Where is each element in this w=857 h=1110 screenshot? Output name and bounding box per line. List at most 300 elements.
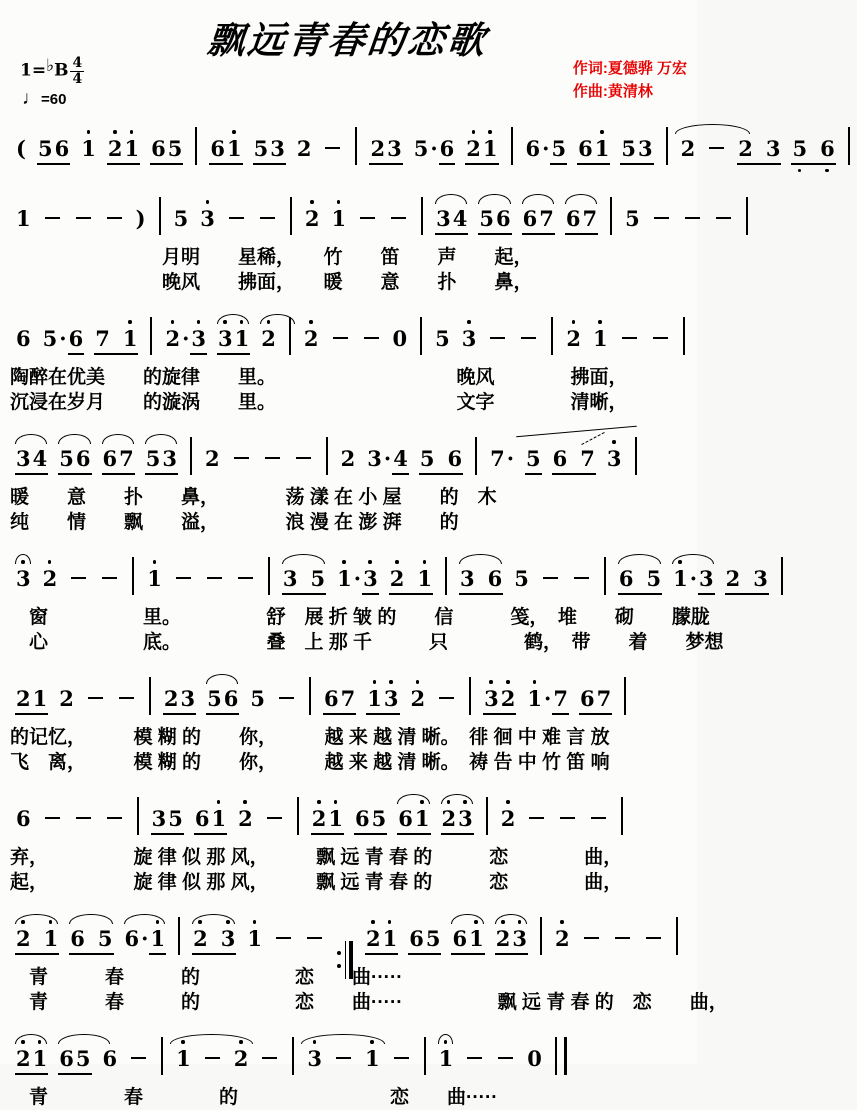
slur-arc bbox=[15, 434, 47, 444]
note bbox=[94, 326, 138, 355]
duration-dash bbox=[646, 937, 661, 939]
note bbox=[410, 686, 427, 711]
barline bbox=[604, 557, 606, 595]
note bbox=[526, 686, 569, 715]
note bbox=[330, 206, 347, 231]
key-label: 1= bbox=[20, 60, 47, 81]
note-char: 1 bbox=[211, 806, 227, 831]
note-char: 6 bbox=[618, 566, 634, 591]
note-char: 6 bbox=[409, 926, 424, 951]
slur-arc bbox=[435, 194, 467, 204]
slur-arc bbox=[675, 124, 751, 134]
note-char: 3 bbox=[162, 446, 177, 471]
note-char: 5 bbox=[479, 206, 494, 231]
duration-dash bbox=[238, 577, 253, 579]
note-char: 1 bbox=[43, 926, 59, 951]
note bbox=[397, 806, 430, 835]
note-char: · bbox=[544, 686, 552, 711]
note bbox=[175, 1046, 192, 1071]
note-char: 2 bbox=[238, 806, 253, 831]
barline bbox=[424, 1037, 426, 1075]
note-char: 5 bbox=[646, 566, 662, 591]
duration-dash bbox=[498, 1057, 513, 1059]
note-char bbox=[634, 566, 645, 591]
duration-dash bbox=[119, 697, 134, 699]
note-char: 2 bbox=[16, 926, 31, 951]
duration-dash bbox=[654, 217, 669, 219]
note-char bbox=[405, 566, 416, 591]
note-char: 2 bbox=[466, 136, 481, 161]
note-char: 5 bbox=[371, 806, 387, 831]
note bbox=[237, 806, 254, 831]
note bbox=[461, 326, 478, 351]
barline bbox=[355, 127, 357, 165]
barline bbox=[309, 677, 311, 715]
lyrics-line: 青 春 的 恋 曲····· bbox=[10, 1087, 498, 1108]
note-char: 1 bbox=[149, 926, 166, 955]
barline bbox=[445, 557, 447, 595]
note bbox=[192, 926, 236, 955]
notation-line bbox=[4, 1022, 693, 1085]
note-group bbox=[170, 1046, 254, 1071]
note-char: · bbox=[141, 926, 149, 951]
note-char: 1 bbox=[417, 566, 432, 591]
note bbox=[408, 926, 441, 955]
note-char: 2 bbox=[311, 806, 327, 831]
duration-dash bbox=[267, 817, 282, 819]
lyrics-line: 沉浸在岁月 的漩涡 里。 文字 清晰， bbox=[10, 392, 628, 413]
note-char: 5 bbox=[207, 686, 222, 711]
duration-dash bbox=[131, 1057, 146, 1059]
note bbox=[124, 926, 167, 955]
lyrics-line: 青 春 的 恋 曲····· bbox=[10, 967, 403, 988]
note bbox=[680, 136, 697, 161]
slur-arc bbox=[15, 1034, 47, 1044]
lyricist-credit: 作词:夏德骅 万宏 bbox=[572, 60, 687, 77]
note-char: 3 bbox=[367, 446, 382, 471]
note-char: ) bbox=[135, 206, 146, 231]
note bbox=[253, 136, 286, 165]
note-group bbox=[520, 446, 601, 475]
barline bbox=[666, 127, 668, 165]
note-char: 6 bbox=[820, 136, 835, 161]
barline bbox=[195, 127, 197, 165]
note bbox=[151, 806, 184, 835]
lyrics-line: 青 春 的 恋 曲····· 飘 远 青 春 的 恋 曲， bbox=[10, 992, 728, 1013]
note bbox=[618, 566, 662, 595]
key-letter: B bbox=[54, 60, 69, 81]
note-char: 5 bbox=[145, 446, 161, 471]
notation-line bbox=[4, 782, 693, 845]
duration-dash bbox=[333, 337, 348, 339]
note bbox=[15, 806, 32, 831]
slur-arc bbox=[170, 1034, 253, 1044]
note bbox=[389, 566, 433, 595]
note bbox=[451, 926, 484, 955]
note bbox=[465, 136, 498, 165]
note-char: 2 bbox=[554, 926, 570, 951]
note-char: 3 bbox=[436, 206, 451, 231]
score-body bbox=[0, 112, 835, 1110]
note bbox=[15, 206, 32, 231]
note bbox=[233, 1046, 250, 1071]
note bbox=[107, 136, 140, 165]
note-char: 4 bbox=[32, 446, 48, 471]
barline bbox=[421, 197, 423, 235]
note-char: 2 bbox=[107, 136, 123, 161]
note bbox=[303, 326, 320, 351]
note-char: 1 bbox=[438, 1046, 454, 1071]
note-char: 1 bbox=[16, 206, 31, 231]
barline bbox=[190, 437, 192, 475]
duration-dash bbox=[265, 457, 280, 459]
note bbox=[164, 326, 207, 355]
barline bbox=[292, 1037, 294, 1075]
note bbox=[577, 136, 610, 165]
slur-arc bbox=[397, 794, 429, 804]
note-char: 3 bbox=[753, 566, 768, 591]
barline bbox=[683, 317, 685, 355]
note bbox=[15, 926, 59, 955]
lyrics-line: 飞 离， 模 糊 的 你， 越 来 越 清 晰。 祷 告 中 竹 笛 响 bbox=[10, 752, 610, 773]
duration-dash bbox=[276, 937, 291, 939]
notation-line bbox=[4, 112, 835, 175]
note-char: 5 bbox=[75, 1046, 91, 1071]
duration-dash bbox=[336, 1057, 351, 1059]
note-char bbox=[568, 446, 579, 471]
note-char: 6 bbox=[495, 206, 511, 231]
note-char: 3 bbox=[362, 566, 379, 595]
note-char: 5 bbox=[37, 136, 53, 161]
lyrics-line: 的记忆， 模 糊 的 你， 越 来 越 清 晰。 徘 徊 中 难 言 放 bbox=[10, 727, 610, 748]
note-char: 1 bbox=[331, 206, 347, 231]
note bbox=[249, 686, 266, 711]
barline bbox=[178, 917, 180, 955]
note-char: 3 bbox=[16, 566, 31, 591]
system-1 bbox=[4, 112, 835, 175]
note-char: 3 bbox=[484, 686, 499, 711]
note-char: 6 bbox=[578, 136, 593, 161]
barline bbox=[290, 197, 292, 235]
note bbox=[246, 926, 263, 951]
note-char: 6 bbox=[439, 136, 456, 165]
barline bbox=[676, 917, 678, 955]
system-2 bbox=[4, 182, 693, 295]
note bbox=[15, 136, 27, 161]
duration-dash bbox=[716, 217, 731, 219]
barline bbox=[746, 197, 748, 235]
notation-line bbox=[4, 182, 693, 245]
note-char: 5 bbox=[168, 806, 183, 831]
slur-arc bbox=[102, 434, 134, 444]
note bbox=[419, 446, 463, 475]
note-char: 3 bbox=[220, 926, 236, 951]
barline bbox=[848, 127, 850, 165]
note-char: 7 bbox=[539, 206, 554, 231]
slur-arc bbox=[58, 1034, 109, 1044]
system-7 bbox=[4, 782, 693, 895]
slur-arc bbox=[441, 794, 473, 804]
note bbox=[495, 926, 528, 955]
note-char: 5 bbox=[167, 136, 183, 161]
note-char: 5 bbox=[526, 446, 541, 471]
slur-arc bbox=[69, 914, 112, 924]
note-char: 5 bbox=[625, 206, 640, 231]
barline bbox=[486, 797, 488, 835]
note bbox=[392, 326, 409, 351]
note-char: 6 bbox=[398, 806, 413, 831]
duration-dash bbox=[591, 817, 606, 819]
duration-dash bbox=[490, 337, 505, 339]
notation-line bbox=[4, 542, 768, 605]
note-char: 2 bbox=[738, 136, 753, 161]
note bbox=[15, 686, 48, 715]
note-char bbox=[32, 926, 43, 951]
glissando-line bbox=[581, 432, 604, 445]
note-char: 6 bbox=[210, 136, 225, 161]
note bbox=[336, 566, 379, 595]
lyrics-line: 纯 情 飘 溢， 浪 漫 在 澎 湃 的 bbox=[10, 512, 459, 533]
note-char: 2 bbox=[441, 806, 457, 831]
note bbox=[592, 326, 609, 351]
lyrics-line: 窗 里。 舒 展 折 皱 的 信 笺， 堆 砌 朦胧 bbox=[10, 607, 710, 628]
notation-line bbox=[4, 662, 693, 725]
lyrics-line: 陶醉在优美 的旋律 里。 晚风 拂面， bbox=[10, 367, 628, 388]
note-char: 5 bbox=[514, 566, 529, 591]
lyrics-line: 弃， 旋 律 似 那 风， 飘 远 青 春 的 恋 曲， bbox=[10, 847, 623, 868]
note bbox=[366, 446, 409, 475]
note-char: 2 bbox=[261, 326, 276, 351]
slur-arc bbox=[438, 1034, 454, 1044]
note-char: 1 bbox=[337, 566, 352, 591]
note-char: 6 bbox=[16, 326, 31, 351]
duration-dash bbox=[76, 217, 91, 219]
note-char: 6 bbox=[124, 926, 140, 951]
note-char: 1 bbox=[469, 926, 484, 951]
duration-dash bbox=[45, 217, 60, 219]
note-char: 1 bbox=[124, 136, 140, 161]
note-char: 6 bbox=[16, 806, 31, 831]
slur-arc bbox=[58, 434, 90, 444]
note-char: 5 bbox=[550, 136, 567, 165]
note-char bbox=[741, 566, 752, 591]
barline bbox=[297, 797, 299, 835]
slur-arc bbox=[15, 554, 31, 564]
duration-dash bbox=[296, 457, 311, 459]
duration-dash bbox=[439, 697, 454, 699]
note-char: 6 bbox=[102, 446, 118, 471]
note bbox=[737, 136, 781, 165]
note-char: 6 bbox=[487, 566, 503, 591]
note-char: 2 bbox=[680, 136, 696, 161]
note-char: 6 bbox=[525, 136, 541, 161]
note bbox=[145, 446, 178, 475]
note-char: 5 bbox=[59, 446, 74, 471]
note-char: 7 bbox=[95, 326, 110, 351]
note bbox=[791, 136, 835, 165]
slur-arc bbox=[672, 554, 714, 564]
duration-dash bbox=[653, 337, 668, 339]
note-char: 5 bbox=[250, 686, 265, 711]
note bbox=[438, 1046, 455, 1071]
note-char: 3 bbox=[190, 326, 207, 355]
note bbox=[489, 446, 515, 471]
barline bbox=[624, 677, 626, 715]
note-char: 3 bbox=[387, 136, 402, 161]
note-char: 3 bbox=[218, 326, 233, 351]
composer-credit: 作曲:黄清林 bbox=[572, 82, 653, 100]
note-char: 2 bbox=[566, 326, 581, 351]
duration-dash bbox=[76, 817, 91, 819]
lyrics-line: 晚风 拂面， 暖 意 扑 鼻， bbox=[10, 272, 533, 293]
note-char: 1 bbox=[176, 1046, 191, 1071]
note bbox=[15, 566, 32, 591]
note bbox=[146, 566, 163, 591]
note bbox=[478, 206, 511, 235]
note-char: 6 bbox=[452, 926, 468, 951]
note-char: 2 bbox=[410, 686, 426, 711]
note bbox=[296, 136, 313, 161]
header bbox=[0, 0, 697, 112]
note-char: 1 bbox=[527, 686, 542, 711]
note bbox=[434, 326, 451, 351]
duration-dash bbox=[560, 817, 575, 819]
duration-dash bbox=[325, 147, 340, 149]
note-char: 6 bbox=[552, 446, 568, 471]
note-char: 1 bbox=[594, 136, 610, 161]
tempo-marking bbox=[22, 88, 66, 110]
note bbox=[369, 136, 402, 165]
note bbox=[102, 1046, 119, 1071]
note-char: 6 bbox=[522, 206, 538, 231]
note-char: 1 bbox=[482, 136, 498, 161]
slur-arc bbox=[522, 194, 554, 204]
duration-dash bbox=[584, 937, 599, 939]
note bbox=[173, 206, 190, 231]
note bbox=[204, 446, 221, 471]
note-char: 2 bbox=[296, 136, 312, 161]
lyrics-line: 月明 星稀， 竹 笛 声 起， bbox=[10, 247, 533, 268]
note-char: 7 bbox=[490, 446, 505, 471]
note bbox=[102, 446, 135, 475]
notation-line bbox=[4, 302, 693, 365]
note-char: 2 bbox=[500, 686, 516, 711]
note-char: 2 bbox=[205, 446, 220, 471]
note-char: 5 bbox=[173, 206, 189, 231]
note-char: 3 bbox=[459, 566, 475, 591]
duration-dash bbox=[709, 147, 724, 149]
duration-dash bbox=[391, 217, 406, 219]
note-char bbox=[476, 566, 487, 591]
duration-dash bbox=[107, 217, 122, 219]
note bbox=[260, 326, 277, 351]
duration-dash bbox=[529, 817, 544, 819]
duration-dash bbox=[260, 217, 275, 219]
note-char: 7 bbox=[552, 686, 569, 715]
note-char: 2 bbox=[725, 566, 741, 591]
system-8 bbox=[4, 902, 728, 1015]
note-char bbox=[754, 136, 765, 161]
song-title: 飘远青春的恋歌 bbox=[205, 21, 490, 62]
note-char: · bbox=[353, 566, 362, 591]
note-char: 2 bbox=[16, 1046, 31, 1071]
note-char: · bbox=[542, 136, 550, 161]
note bbox=[526, 1046, 543, 1071]
glissando-line bbox=[516, 426, 637, 438]
duration-dash bbox=[307, 937, 322, 939]
note-char: 6 bbox=[59, 1046, 74, 1071]
note bbox=[672, 566, 715, 595]
note-char: 0 bbox=[527, 1046, 542, 1071]
note bbox=[304, 206, 321, 231]
note-char: 0 bbox=[392, 326, 408, 351]
note-char: · bbox=[506, 446, 514, 471]
note bbox=[365, 926, 398, 955]
note bbox=[58, 446, 91, 475]
duration-dash bbox=[107, 817, 122, 819]
slur-arc bbox=[565, 194, 597, 204]
barline bbox=[511, 127, 513, 165]
credits bbox=[573, 58, 687, 103]
note bbox=[354, 806, 387, 835]
barline bbox=[150, 317, 152, 355]
slur-arc bbox=[206, 674, 238, 684]
note-char: 1 bbox=[226, 136, 242, 161]
note-char: 1 bbox=[328, 806, 343, 831]
barline bbox=[610, 197, 612, 235]
note-char: 2 bbox=[365, 926, 381, 951]
note bbox=[282, 566, 326, 595]
note-char: 6 bbox=[223, 686, 239, 711]
note-char: 6 bbox=[151, 136, 166, 161]
note bbox=[366, 686, 399, 715]
note-char: 1 bbox=[32, 1046, 48, 1071]
note-group bbox=[301, 1046, 385, 1071]
note-char bbox=[435, 446, 446, 471]
barline bbox=[161, 1037, 163, 1075]
note-char: 2 bbox=[233, 1046, 249, 1071]
note-char: 1 bbox=[382, 926, 398, 951]
note-char: 5 bbox=[425, 926, 441, 951]
lyrics-line: 起， 旋 律 似 那 风， 飘 远 青 春 的 恋 曲， bbox=[10, 872, 623, 893]
note bbox=[364, 1046, 381, 1071]
slur-arc bbox=[301, 1034, 384, 1044]
note-char: 3 bbox=[180, 686, 196, 711]
note-char: 4 bbox=[452, 206, 468, 231]
note-char: 3 bbox=[458, 806, 473, 831]
note-char: · bbox=[430, 136, 438, 161]
note-char: · bbox=[383, 446, 392, 471]
note-char: 5 bbox=[97, 926, 113, 951]
quarter-note-icon: ♩ bbox=[22, 88, 41, 109]
slur-arc bbox=[145, 434, 177, 444]
duration-dash bbox=[262, 1057, 277, 1059]
note-char: 6 bbox=[75, 446, 91, 471]
note-char: 6 bbox=[355, 806, 370, 831]
note bbox=[206, 686, 239, 715]
note-char: 1 bbox=[234, 326, 250, 351]
note bbox=[725, 566, 769, 595]
note-char: 7 bbox=[119, 446, 134, 471]
note bbox=[163, 686, 196, 715]
duration-dash bbox=[279, 697, 294, 699]
note-char: 3 bbox=[512, 926, 527, 951]
note bbox=[42, 326, 85, 355]
duration-dash bbox=[234, 457, 249, 459]
barline bbox=[621, 797, 623, 835]
barline bbox=[469, 677, 471, 715]
note-char: 7 bbox=[340, 686, 356, 711]
